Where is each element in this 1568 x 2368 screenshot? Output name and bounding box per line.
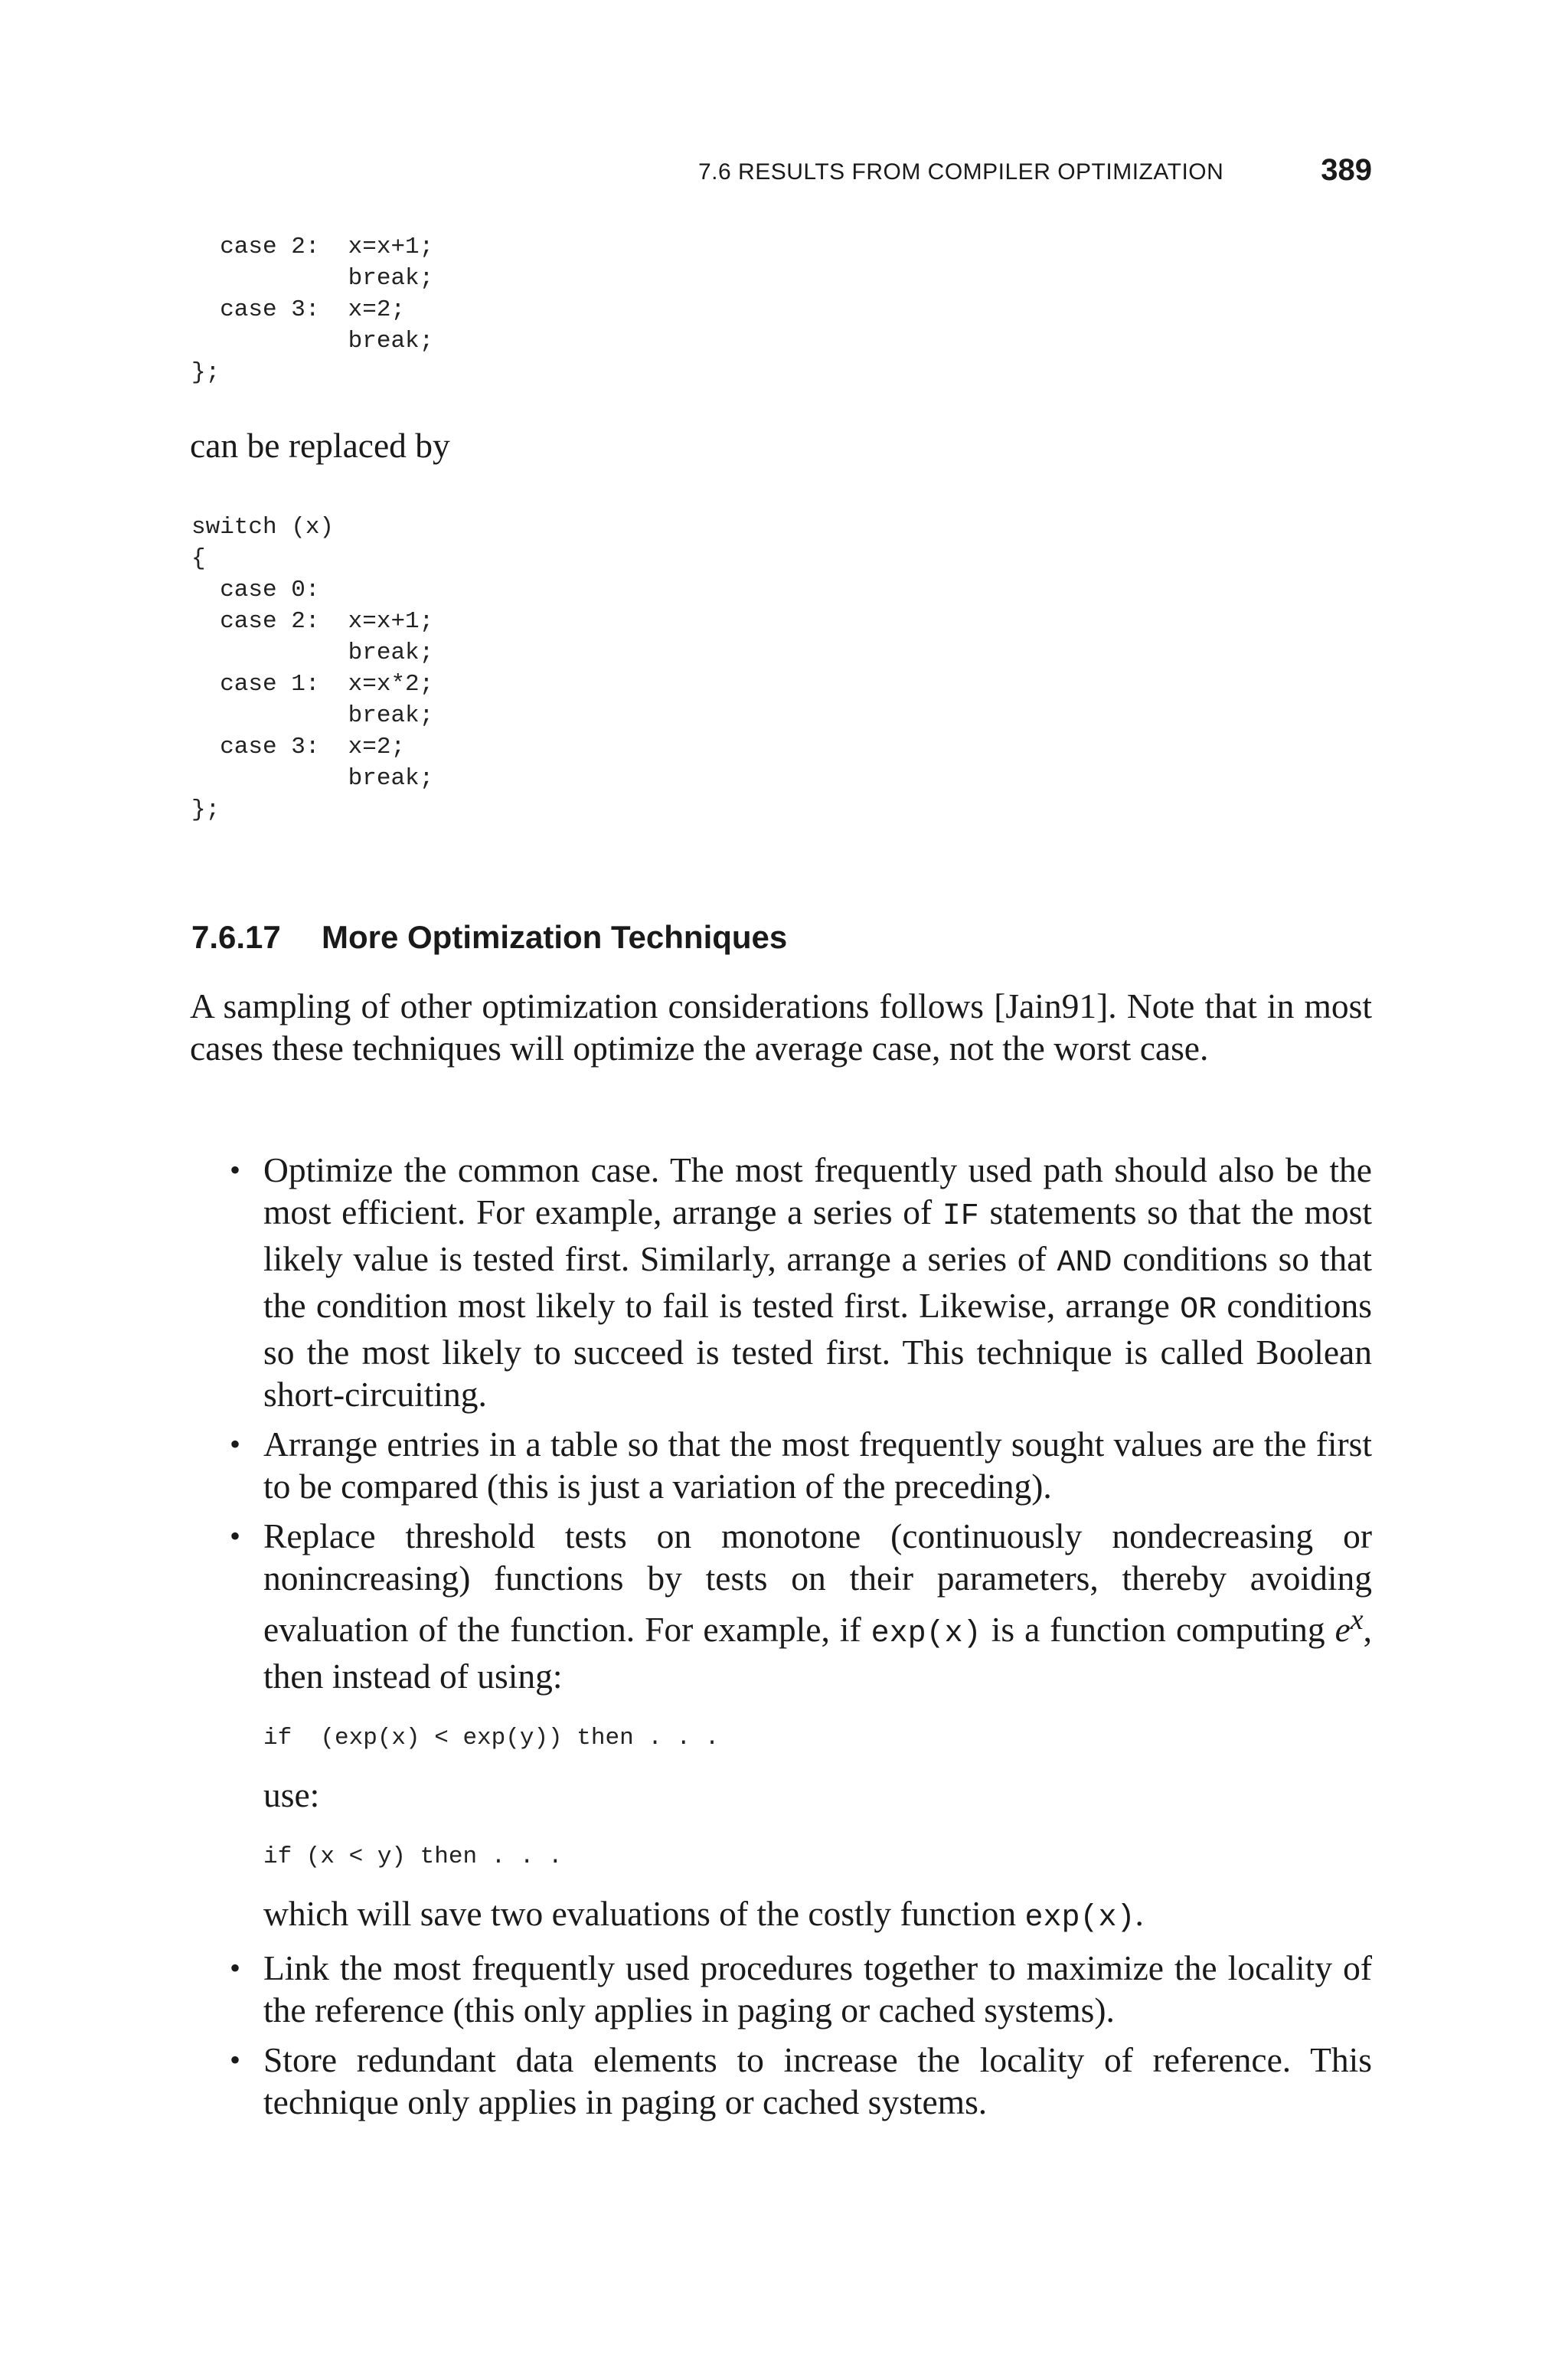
list-item: • Optimize the common case. The most frequently used path should also be the most efficient. For example, arrange a series of IF statements so that the most likely value is tested first. Similarly, arrange a series of AND conditions so that the condition most likely to fail is tested first. Likewise, arrange OR conditions so the most likely to succeed is tested first. This technique is called Boolean short-circuiting. — [230, 1150, 1373, 1414]
running-head — [698, 153, 1372, 191]
code-block-switch: switch (x) { case 0: case 2: x=x+1; break; case 1: x=x*2; break; case 3: x=2; break; }; — [191, 514, 434, 823]
inline-code: IF — [942, 1199, 979, 1234]
list-item: • Arrange entries in a table so that the most frequently sought values are the first to be compared (this is just a variation of the preceding). — [230, 1424, 1372, 1506]
code-block-top: case 2: x=x+1; break; case 3: x=2; break; }; — [191, 234, 434, 386]
section-title: More Optimization Techniques — [322, 919, 788, 955]
section-heading — [191, 919, 787, 965]
bullet-icon: • — [230, 2043, 241, 2078]
code-line-simple: if (x < y) then . . . — [263, 1843, 563, 1871]
list-item: • Store redundant data elements to increase the locality of reference. This technique only applies in paging or cached systems. — [230, 2040, 1372, 2122]
replaced-by-text: can be replaced by — [190, 426, 450, 465]
technique-list — [230, 1149, 1372, 2131]
list-item: • Link the most frequently used procedures together to maximize the locality of the reference (this only applies in paging or cached systems). — [230, 1948, 1372, 2030]
math-e: e — [1334, 1610, 1351, 1650]
bullet-icon: • — [230, 1519, 241, 1553]
bullet-icon: • — [230, 1153, 241, 1187]
list-item: • Replace threshold tests on monotone (continuously nondecreasing or nonincreasing) functions by tests on their parameters, thereby avoiding evaluation of the function. For example, if exp(x) is a function computing $e^x$, then instead of using: if (exp(x) < exp(y)) then . . . use: if (x < y) then . . . which will save two evaluations of the costly function exp(x). — [230, 1516, 1372, 1936]
math-exponent: x — [1350, 1604, 1364, 1636]
inline-code: exp(x) — [871, 1617, 982, 1652]
section-number: 7.6.17 — [191, 919, 281, 955]
intro-paragraph: A sampling of other optimization considerations follows [Jain91]. Note that in most cases these techniques will optimize the average case, not the worst case. — [190, 986, 1372, 1068]
inline-code: OR — [1180, 1293, 1217, 1327]
bullet-icon: • — [230, 1427, 241, 1461]
inline-code: exp(x) — [1024, 1901, 1135, 1936]
use-label: use: — [263, 1775, 320, 1815]
page-number: 389 — [1321, 153, 1372, 187]
bullet-icon: • — [230, 1951, 241, 1986]
inline-code: AND — [1057, 1246, 1112, 1280]
running-head-section: 7.6 RESULTS FROM COMPILER OPTIMIZATION — [698, 159, 1224, 185]
code-line-exp: if (exp(x) < exp(y)) then . . . — [263, 1725, 720, 1752]
